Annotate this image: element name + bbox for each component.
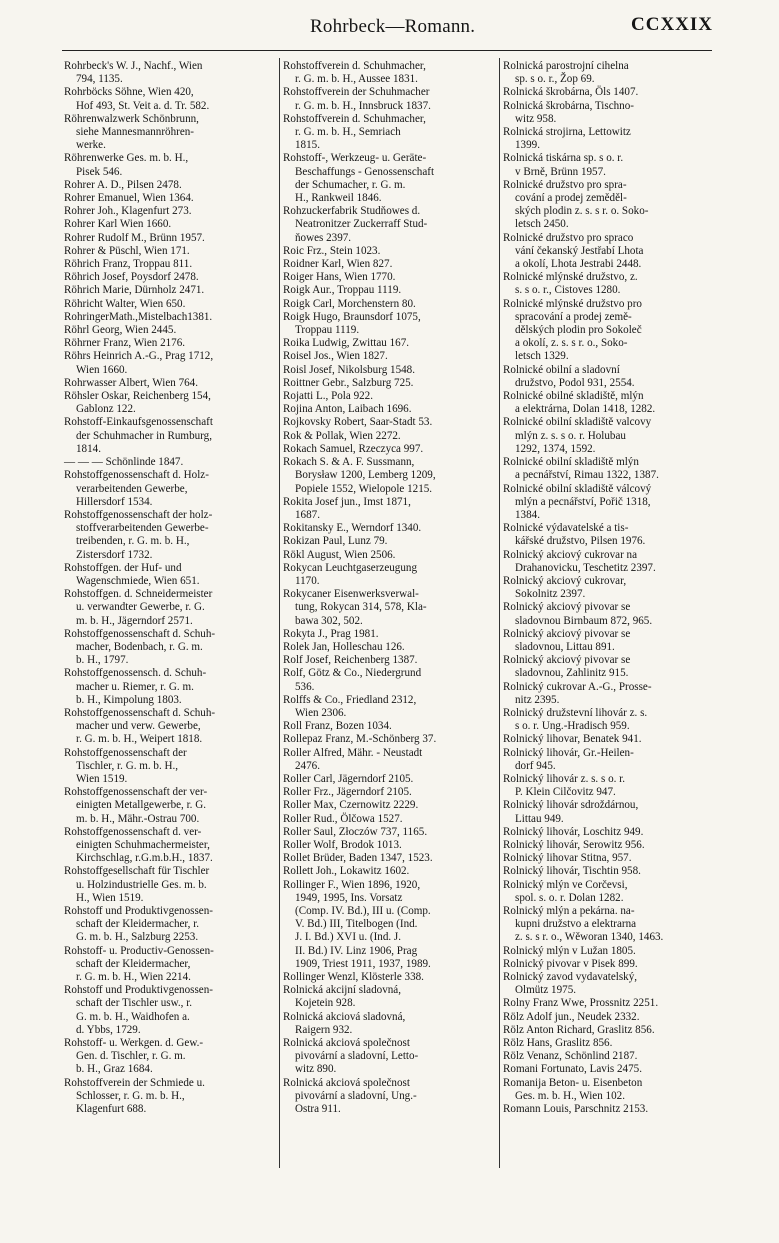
index-line: Kirchschlag, r.G.m.b.H., 1837. [76,852,213,865]
index-line: dorf 945. [515,759,556,772]
index-line: m. b. H., Mähr.-Ostrau 700. [76,812,200,825]
index-line: Rohstoffgenossenschaft der ver- [64,786,208,799]
index-line: Rolnický akciový pivovar se [503,601,631,614]
index-line: Rolnická akciová společnost [283,1076,410,1089]
index-line: Rollepaz Franz, M.-Schönberg 37. [283,733,437,746]
index-line: Rohstoff-Einkaufsgenossenschaft [64,416,213,429]
index-line: b. H., 1797. [76,654,129,667]
index-line: Roll Franz, Bozen 1034. [283,720,392,733]
index-line: s o. r. Ung.-Hradisch 959. [515,720,630,733]
index-line: Littau 949. [515,812,564,825]
index-line: witz 890. [295,1063,337,1076]
index-line: Rolnické obilní a sladovní [503,363,620,376]
index-line: Röhrner Franz, Wien 2176. [64,337,186,350]
index-line: Rolnická akciová společnost [283,1037,410,1050]
index-line: Röhricht Walter, Wien 650. [64,297,186,310]
index-line: Rolnický akciový cukrovar, [503,574,627,587]
index-line: treibenden, r. G. m. b. H., [76,535,190,548]
index-line: — — — Schönlinde 1847. [64,456,184,469]
index-line: Rohstoffgenossenschaft d. Schuh- [64,627,216,640]
index-line: Hillersdorf 1534. [76,495,153,508]
index-line: Rohstoffgen. der Huf- und [64,561,182,574]
page-number: CCXXIX [631,14,713,35]
index-line: Raigern 932. [295,1023,353,1036]
index-line: Rohstoffgenossenschaft d. Holz- [64,469,209,482]
index-line: Rolnický mlýn ve Corčevsi, [503,878,628,891]
index-line: P. Klein Cilčovitz 947. [515,786,616,799]
index-line: u. verwandter Gewerbe, r. G. [76,601,205,614]
index-line: witz 958. [515,112,557,125]
index-line: Rokach Samuel, Rzeczyca 997. [283,442,424,455]
index-line: Röhrich Franz, Troppau 811. [64,258,193,271]
index-line: mlýn z. s. s o. r. Holubau [515,429,626,442]
index-line: Beschaffungs - Genossenschaft [295,165,435,178]
index-line: Roller Rud., Ölčowa 1527. [283,812,403,825]
index-line: Wien 1519. [76,772,128,785]
index-line: Rolnický lihovár z. s. s o. r. [503,772,626,785]
index-line: Olmütz 1975. [515,984,577,997]
index-line: Drahanovicku, Teschetitz 2397. [515,561,656,574]
index-line: ských plodin z. s. s r. o. Soko- [515,205,649,218]
index-line: (Comp. IV. Bd.), III u. (Comp. [295,905,431,917]
index-line: Roigk Carl, Morchenstern 80. [283,297,416,310]
index-line: Romani Fortunato, Lavis 2475. [503,1063,642,1076]
index-line: b. H., Kimpolung 1803. [76,693,182,706]
index-line: Zistersdorf 1732. [76,548,153,561]
index-line: stoffverarbeitenden Gewerbe- [76,522,209,535]
index-line: RohringerMath.,Mistelbach1381. [64,310,213,323]
index-line: Rokitansky E., Werndorf 1340. [283,522,422,535]
index-line: macher und verw. Gewerbe, [76,720,201,733]
index-line: Rohrer Karl Wien 1660. [64,218,172,231]
index-line: Rolnický akciový pivovar se [503,627,631,640]
index-line: 536. [295,680,315,693]
index-line: Rolnická parostrojní cihelna [503,60,629,72]
running-title: Rohrbeck—Romann. [310,16,476,37]
index-line: Roittner Gebr., Salzburg 725. [283,376,414,389]
index-line: Röhsler Oskar, Reichenberg 154, [64,390,211,403]
index-column-1 [64,60,276,1116]
index-line: Rolnický akciový cukrovar na [503,548,638,561]
index-line: Rolnický mlýn a pekárna. na- [503,905,635,917]
index-line: Klagenfurt 688. [76,1103,147,1116]
index-line: Wien 2306. [295,706,347,719]
index-line: Rolnický lihovár sdroždárnou, [503,799,639,812]
index-line: Rohstoff- u. Productiv-Genossen- [64,944,214,957]
index-line: Rollinger Wenzl, Klösterle 338. [283,971,424,984]
index-line: Hof 493, St. Veit a. d. Tr. 582. [76,99,210,112]
index-line: G. m. b. H., Salzburg 2253. [76,931,199,944]
index-line: Rohstoff und Produktivgenossen- [64,984,213,997]
index-line: Röhrenwalzwerk Schönbrunn, [64,112,199,125]
index-line: Rolnický akciový pivovar se [503,654,631,667]
index-line: Borysław 1200, Lemberg 1209, [295,469,436,482]
index-line: mlýn a pecnářství, Pořič 1318, [515,495,651,508]
index-line: Rojatti L., Pola 922. [283,390,373,403]
index-line: Troppau 1119. [295,324,360,337]
index-line: Rohstoffgesellschaft für Tischler [64,865,210,878]
index-line: Rohstoffverein d. Schuhmacher, [283,112,426,125]
index-line: Roic Frz., Stein 1023. [283,244,381,257]
index-line: Roller Carl, Jägerndorf 2105. [283,772,414,785]
index-line: Wien 1660. [76,363,128,376]
index-line: Rohstoff und Produktivgenossen- [64,905,213,917]
index-line: a pecnářství, Rimau 1322, 1387. [515,469,659,482]
index-column-2 [283,60,496,1116]
index-line: Rohstoffverein der Schmiede u. [64,1076,205,1089]
index-line: sladovnou Birnbaum 872, 965. [515,614,653,627]
index-line: Rölz Venanz, Schönlind 2187. [503,1050,638,1063]
index-line: schaft der Tischler usw., r. [76,997,193,1010]
index-line: s. s o. r., Cistoves 1280. [515,284,621,297]
index-line: Rohstoff- u. Werkgen. d. Gew.- [64,1037,204,1050]
index-line: Rokyta J., Prag 1981. [283,627,379,640]
index-line: Schlosser, r. G. m. b. H., [76,1089,185,1102]
index-line: z. s. s r. o., Wěworan 1340, 1463. [515,931,664,944]
index-line: der Schumacher, r. G. m. [295,178,406,191]
index-line: r. G. m. b. H., Semriach [295,126,401,139]
index-line: letsch 1329. [515,350,569,363]
index-line: Rolnické mlýnské družstvo pro [503,297,642,310]
index-line: Roisel Jos., Wien 1827. [283,350,388,363]
index-line: Rolnický zavod vydavatelský, [503,971,638,984]
index-line: H., Rankweil 1846. [295,192,382,205]
index-line: Roigk Aur., Troppau 1119. [283,284,402,297]
index-line: pivovární a sladovní, Ung.- [295,1089,417,1102]
index-line: Ges. m. b. H., Wien 102. [515,1089,625,1102]
index-line: 1399. [515,139,540,152]
index-line: Rolny Franz Wwe, Prossnitz 2251. [503,997,659,1010]
index-line: Roika Ludwig, Zwittau 167. [283,337,410,350]
index-line: ňowes 2397. [295,231,352,244]
index-line: Rolnické obilní skladiště válcový [503,482,652,495]
index-line: Rohstoff-, Werkzeug- u. Geräte- [283,152,427,165]
index-line: Rolnické družstvo pro spraco [503,231,634,244]
index-line: Rohrbeck's W. J., Nachf., Wien [64,60,203,72]
index-line: Rohrwasser Albert, Wien 764. [64,376,198,389]
index-line: a okolí, Lhota Jestrabi 2448. [515,258,642,271]
index-line: 1170. [295,574,320,587]
index-line: Rökl August, Wien 2506. [283,548,396,561]
index-line: Rokizan Paul, Lunz 79. [283,535,388,548]
index-line: Romann Louis, Parschnitz 2153. [503,1103,649,1116]
index-line: Rolf, Götz & Co., Niedergrund [283,667,422,680]
index-line: r. G. m. b. H., Aussee 1831. [295,73,418,86]
index-line: Rolnické družstvo pro spra- [503,178,627,191]
index-line: Roiger Hans, Wien 1770. [283,271,396,284]
index-line: vání čekanský Jestřabí Lhota [515,244,644,257]
index-line: u. Holzindustrielle Ges. m. b. [76,878,207,891]
index-line: r. G. m. b. H., Wien 2214. [76,971,191,984]
index-line: Rolnický lihovár, Loschitz 949. [503,825,644,838]
index-line: r. G. m. b. H., Innsbruck 1837. [295,99,431,112]
index-line: Rohrböcks Söhne, Wien 420, [64,86,194,99]
index-line: Rolek Jan, Holleschau 126. [283,640,405,653]
index-line: Rolnické mlýnské družstvo, z. [503,271,638,284]
index-line: macher u. Riemer, r. G. m. [76,680,194,693]
index-line: Ostra 911. [295,1103,341,1116]
index-line: Roidner Karl, Wien 827. [283,258,393,271]
column-divider [279,58,280,1168]
index-line: dělských plodin pro Sokoleč [515,324,642,337]
index-line: tung, Rokycan 314, 578, Kla- [295,601,427,614]
index-line: Roller Frz., Jägerndorf 2105. [283,786,412,799]
index-line: Rolnická akcijní sladovná, [283,984,401,997]
index-line: Rokycan Leuchtgaserzeugung [283,561,417,574]
index-line: Rolnická škrobárna, Tischno- [503,99,634,112]
index-line: Rolnické výdavatelské a tis- [503,522,629,535]
index-line: sp. s o. r., Žop 69. [515,73,595,86]
index-line: Rolnický lihovár, Gr.-Heilen- [503,746,634,759]
index-line: 1815. [295,139,320,152]
index-line: Roller Saul, Złoczów 737, 1165. [283,825,428,838]
index-line: Rölz Adolf jun., Neudek 2332. [503,1010,640,1023]
index-line: 1687. [295,508,320,521]
index-line: schaft der Kleidermacher, r. [76,918,200,931]
index-line: macher, Bodenbach, r. G. m. [76,640,203,653]
index-line: Rolnické obilné skladiště, mlýn [503,390,644,403]
index-line: schaft der Kleidermacher, [76,957,191,970]
index-line: 1384. [515,508,540,521]
index-line: r. G. m. b. H., Weipert 1818. [76,733,203,746]
index-line: Roisl Josef, Nikolsburg 1548. [283,363,416,376]
index-line: a okolí, z. s. s r. o., Soko- [515,337,628,350]
index-line: Rolnická škrobárna, Öls 1407. [503,86,639,99]
index-line: sladovnou, Zahlinitz 915. [515,667,629,680]
index-line: d. Ybbs, 1729. [76,1023,141,1036]
index-line: Rollinger F., Wien 1896, 1920, [283,878,421,891]
index-line: Rolnická akciová sladovná, [283,1010,406,1023]
index-line: Röhrl Georg, Wien 2445. [64,324,177,337]
index-line: Rolnický cukrovar A.-G., Prosse- [503,680,652,693]
index-line: Rolnické obilní skladiště valcovy [503,416,652,429]
index-line: Rohstoffgenossenschaft d. ver- [64,825,202,838]
index-line: Rojina Anton, Laibach 1696. [283,403,412,416]
index-line: Rohzuckerfabrik Studňowes d. [283,205,421,218]
index-line: 1292, 1374, 1592. [515,442,596,455]
index-line: Rohstoffgenossenschaft der [64,746,187,759]
index-line: Rohstoffgenossensch. d. Schuh- [64,667,207,680]
index-line: cování a prodej zeměděl- [515,192,627,205]
index-line: kupni družstvo a elektrarna [515,918,637,931]
index-line: Rolnický lihovar, Benatek 941. [503,733,642,746]
index-line: Rolnický lihovár, Serowitz 956. [503,838,645,851]
index-column-3 [503,60,715,1116]
index-line: Rohstoffverein d. Schuhmacher, [283,60,426,72]
index-line: nitz 2395. [515,693,560,706]
index-line: Rolnický družstevní lihovár z. s. [503,706,648,719]
index-line: Rolffs & Co., Friedland 2312, [283,693,417,706]
index-line: Röhrich Marie, Dürnholz 2471. [64,284,205,297]
index-line: Wagenschmiede, Wien 651. [76,574,200,587]
index-line: Roller Wolf, Brodok 1013. [283,838,402,851]
index-line: Rokach S. & A. F. Sussmann, [283,456,415,469]
index-line: siehe Mannesmannröhren- [76,126,194,139]
index-line: Röhrenwerke Ges. m. b. H., [64,152,189,165]
index-line: letsch 2450. [515,218,569,231]
index-line: Rok & Pollak, Wien 2272. [283,429,401,442]
index-line: Rölz Hans, Graslitz 856. [503,1037,613,1050]
index-line: Rolnické obilní skladiště mlýn [503,456,639,469]
index-line: V. Bd.) III, Titelbogen (Ind. [295,918,418,931]
index-line: Rollet Brüder, Baden 1347, 1523. [283,852,433,865]
index-line: Rohstoffgenossenschaft der holz- [64,508,213,521]
index-line: der Schuhmacher in Rumburg, [76,429,212,442]
index-line: Rohrer Rudolf M., Brünn 1957. [64,231,205,244]
index-line: pivovární a sladovní, Letto- [295,1050,419,1063]
index-line: Rolnický pivovar v Pisek 899. [503,957,638,970]
index-line: Rolnická strojirna, Lettowitz [503,126,631,139]
index-line: Rohstoffgen. d. Schneidermeister [64,588,213,601]
index-line: Popiele 1552, Wielopole 1215. [295,482,433,495]
index-line: einigten Metallgewerbe, r. G. [76,799,206,812]
index-line: Rolf Josef, Reichenberg 1387. [283,654,418,667]
index-line: Tischler, r. G. m. b. H., [76,759,179,772]
index-line: Rohrer A. D., Pilsen 2478. [64,178,182,191]
index-line: spol. s. o. r. Dolan 1282. [515,891,624,904]
index-line: sladovnou, Littau 891. [515,640,615,653]
index-line: Rolnický lihovár, Tischtin 958. [503,865,641,878]
index-line: bawa 302, 502. [295,614,363,627]
index-line: Roigk Hugo, Braunsdorf 1075, [283,310,421,323]
index-line: Rolnický lihovar Stitna, 957. [503,852,632,865]
index-line: 1909, Triest 1911, 1937, 1989. [295,957,431,970]
index-line: II. Bd.) IV. Linz 1906, Prag [295,944,418,957]
page-header [0,6,779,46]
column-divider [499,58,500,1168]
index-line: b. H., Graz 1684. [76,1063,153,1076]
index-line: m. b. H., Jägerndorf 2571. [76,614,193,627]
index-line: Rojkovsky Robert, Saar-Stadt 53. [283,416,433,429]
index-line: Rölz Anton Richard, Graslitz 856. [503,1023,655,1036]
index-line: a elektrárna, Dolan 1418, 1282. [515,403,656,416]
index-line: v Brně, Brünn 1957. [515,165,606,178]
index-line: 2476. [295,759,320,772]
index-line: Roller Max, Czernowitz 2229. [283,799,419,812]
index-line: J. I. Bd.) XVI u. (Ind. J. [295,931,401,944]
index-line: Romanija Beton- u. Eisenbeton [503,1076,643,1089]
index-line: Kojetein 928. [295,997,356,1010]
index-line: 1814. [76,442,101,455]
index-line: Gablonz 122. [76,403,136,416]
index-line: Rohrer & Püschl, Wien 171. [64,244,190,257]
index-line: Rohstoffverein der Schuhmacher [283,86,430,99]
index-line: Sokolnitz 2397. [515,588,586,601]
index-line: Roller Alfred, Mähr. - Neustadt [283,746,423,759]
index-line: družstvo, Podol 931, 2554. [515,376,635,389]
index-line: Röhrich Josef, Poysdorf 2478. [64,271,199,284]
index-line: Pisek 546. [76,165,123,178]
index-line: H., Wien 1519. [76,891,144,904]
index-line: Rohstoffgenossenschaft d. Schuh- [64,706,216,719]
index-line: verarbeitenden Gewerbe, [76,482,188,495]
index-line: G. m. b. H., Waidhofen a. [76,1010,190,1023]
index-line: einigten Schuhmachermeister, [76,838,210,851]
index-line: Rollett Joh., Lokawitz 1602. [283,865,410,878]
index-line: Rohrer Emanuel, Wien 1364. [64,192,194,205]
index-line: Röhrs Heinrich A.-G., Prag 1712, [64,350,214,363]
index-line: 794, 1135. [76,73,123,86]
index-line: Rolnická tiskárna sp. s o. r. [503,152,624,165]
index-line: spracování a prodej země- [515,310,632,323]
index-line: Rolnický mlýn v Lužan 1805. [503,944,636,957]
index-line: Neatronitzer Zuckerraff Stud- [295,218,428,231]
index-line: Gen. d. Tischler, r. G. m. [76,1050,186,1063]
index-line: kářské družstvo, Pilsen 1976. [515,535,646,548]
index-line: 1949, 1995, Ins. Vorsatz [295,891,403,904]
header-rule [62,50,712,51]
index-line: Rokita Josef jun., Imst 1871, [283,495,411,508]
index-line: Rokycaner Eisenwerksverwal- [283,588,419,601]
index-line: werke. [76,139,106,152]
index-line: Rohrer Joh., Klagenfurt 273. [64,205,192,218]
